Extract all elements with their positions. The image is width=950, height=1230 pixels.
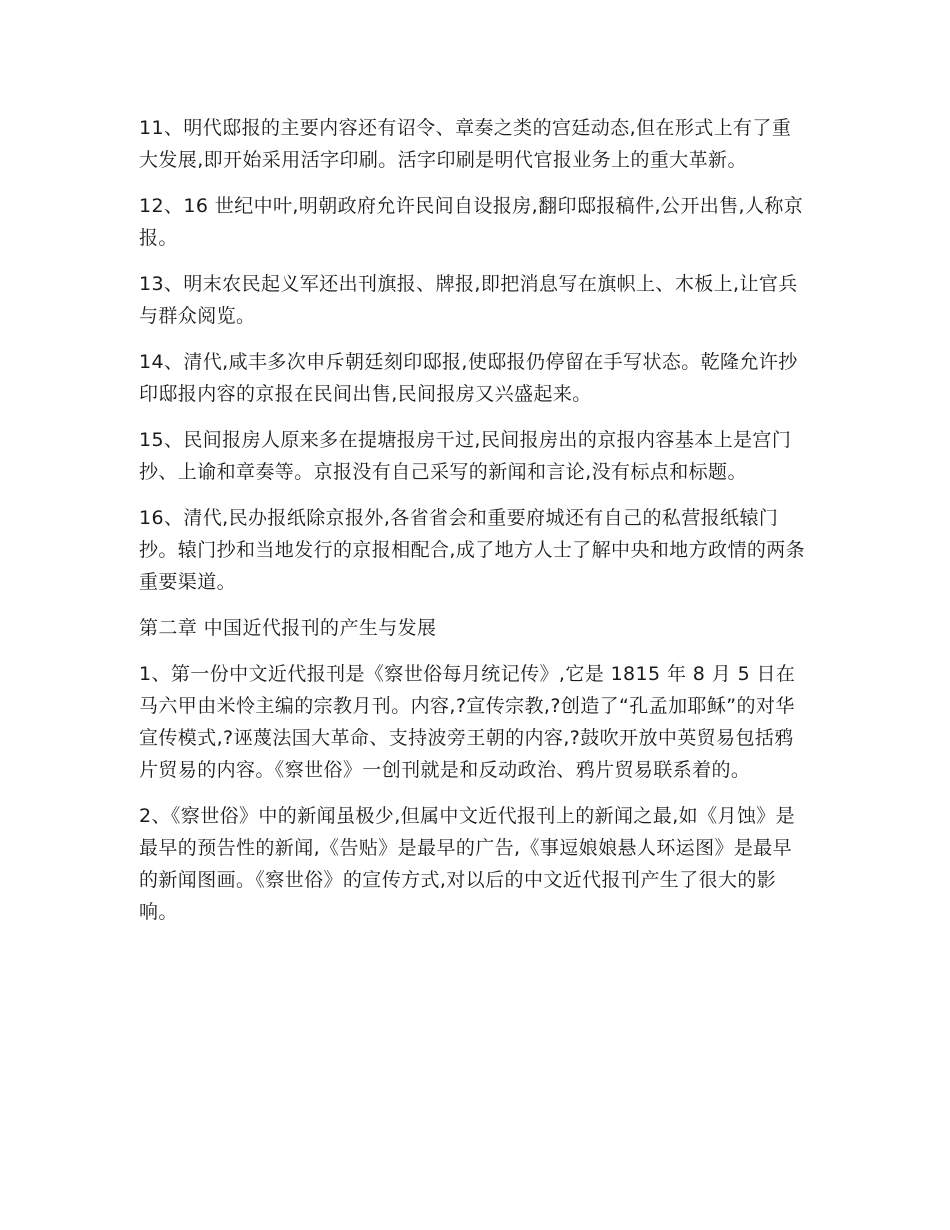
- paragraph-16: 16、清代,民办报纸除京报外,各省省会和重要府城还有自己的私营报纸辕门抄。辕门抄和当地发行的京报相配合,成了地方人士了解中央和地方政情的两条重要渠道。: [139, 507, 806, 593]
- paragraph-11: 11、明代邸报的主要内容还有诏令、章奏之类的宫廷动态,但在形式上有了重大发展,即开始采用活字印刷。活字印刷是明代官报业务上的重大革新。: [139, 117, 792, 171]
- paragraph-14: 14、清代,咸丰多次申斥朝廷刻印邸报,使邸报仍停留在手写状态。乾隆允许抄印邸报内容的京报在民间出售,民间报房又兴盛起来。: [139, 351, 798, 405]
- document-page: [139, 112, 809, 942]
- paragraph-13: 13、明末农民起义军还出刊旗报、牌报,即把消息写在旗帜上、木板上,让官兵与群众阅览。: [139, 273, 798, 327]
- chapter-paragraph-1: 1、第一份中文近代报刊是《察世俗每月统记传》,它是 1815 年 8 月 5 日在马六甲由米怜主编的宗教月刊。内容,?宣传宗教,?创造了“孔孟加耶稣”的对华宣传模式,?诬蔑法国大革命、支持波旁王朝的内容,?鼓吹开放中英贸易包括鸦片贸易的内容。《察世俗》一创刊就是和反动政治、鸦片贸易联系着的。: [139, 663, 796, 781]
- chapter-paragraph-2: 2、《察世俗》中的新闻虽极少,但属中文近代报刊上的新闻之最,如《月蚀》是最早的预告性的新闻,《告贴》是最早的广告,《事逗娘娘悬人环运图》是最早的新闻图画。《察世俗》的宣传方式,对以后的中文近代报刊产生了很大的影响。: [139, 805, 796, 923]
- paragraph-12: 12、16 世纪中叶,明朝政府允许民间自设报房,翻印邸报稿件,公开出售,人称京报。: [139, 195, 804, 249]
- paragraph-15: 15、民间报房人原来多在提塘报房干过,民间报房出的京报内容基本上是宫门抄、上谕和章奏等。京报没有自己采写的新闻和言论,没有标点和标题。: [139, 429, 792, 483]
- chapter-heading: 第二章 中国近代报刊的产生与发展: [139, 617, 437, 639]
